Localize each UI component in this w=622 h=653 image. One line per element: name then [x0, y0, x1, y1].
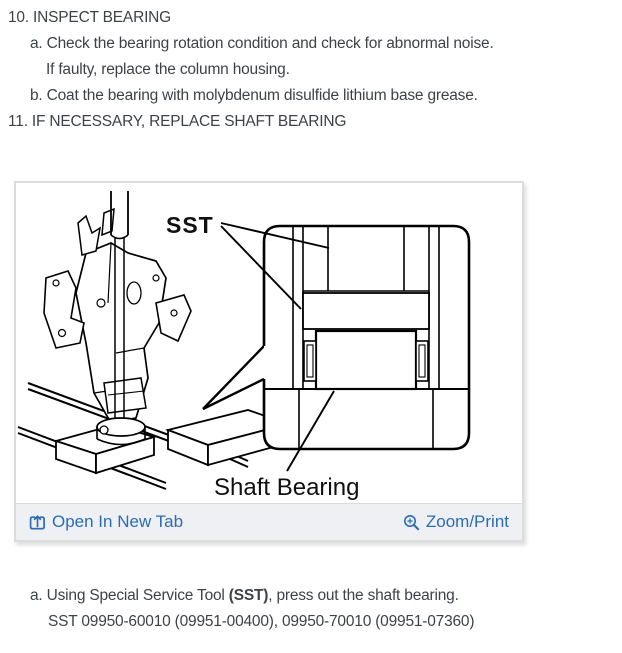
step-10a-line2: If faulty, replace the column housing.	[46, 61, 290, 78]
sst-part-numbers-line: SST 09950-60010 (09951-00400), 09950-70010 (09951-07360)	[48, 613, 475, 630]
figure-panel	[14, 181, 524, 542]
step-11a-line	[30, 583, 474, 609]
magnifier-plus-icon	[403, 514, 420, 531]
step-11-heading: 11. IF NECESSARY, REPLACE SHAFT BEARING	[8, 113, 347, 130]
step-10a-line: a. Check the bearing rotation condition and check for abnormal noise.	[30, 35, 494, 52]
figure-image	[16, 183, 522, 503]
procedure-text-bottom	[30, 583, 474, 635]
detail-view-box	[264, 226, 469, 449]
open-in-new-tab-link[interactable]	[29, 512, 183, 532]
open-in-new-tab-label: Open In New Tab	[52, 512, 184, 531]
shaft-bearing-label: Shaft Bearing	[214, 474, 360, 501]
zoom-print-label: Zoom/Print	[425, 512, 509, 531]
magnification-wedge	[203, 346, 264, 409]
press-blocks	[56, 410, 288, 473]
open-in-new-tab-icon	[29, 514, 46, 531]
step-11a-text-pre: a. Using Special Service Tool	[30, 587, 229, 604]
step-10-heading: 10. INSPECT BEARING	[8, 9, 172, 26]
sst-label: SST	[166, 212, 214, 238]
shaft-bearing-part	[316, 331, 416, 389]
sst-bold-text: (SST)	[228, 587, 269, 604]
figure-toolbar	[16, 503, 522, 540]
step-10b-line: b. Coat the bearing with molybdenum disulfide lithium base grease.	[30, 87, 478, 104]
procedure-text-top	[8, 5, 494, 135]
step-11a-text-post: , press out the shaft bearing.	[268, 587, 459, 604]
shaft-bearing-diagram	[16, 183, 522, 503]
zoom-print-link[interactable]	[403, 512, 509, 532]
